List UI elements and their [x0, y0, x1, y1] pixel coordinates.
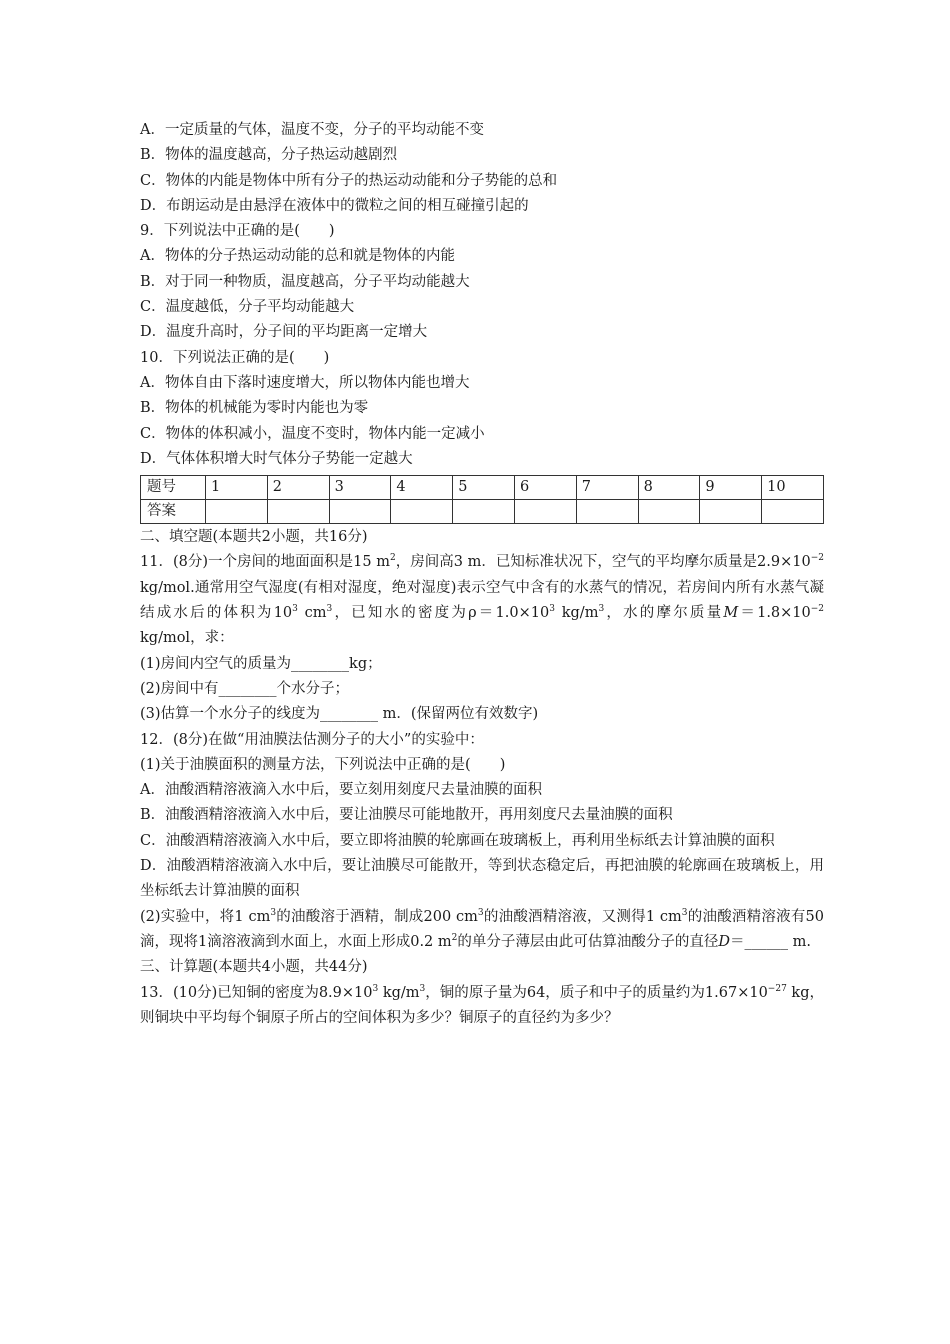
answer-cell[interactable] [391, 500, 453, 524]
answer-table-number: 10 [762, 476, 824, 500]
answer-cell[interactable] [453, 500, 515, 524]
answer-table-number-label: 题号 [141, 476, 206, 500]
q13-stem: 13．(10分)已知铜的密度为$8.9\times 10^3$ $kg/m^3$，铜的原子量为64，质子和中子的质量约为$1.67\times 10^{-27}$ kg，则铜块中平均每个铜原子所占的空间体积为多少？铜原子的直径约为多少？ [140, 983, 824, 1026]
answer-table-number: 9 [700, 476, 762, 500]
q12-stem: 12．(8分)在做“用油膜法估测分子的大小”的实验中： [140, 731, 484, 748]
q8-option-a: A．一定质量的气体，温度不变，分子的平均动能不变 [140, 122, 484, 138]
q11-part-3: (3)估算一个水分子的线度为________ m．(保留两位有效数字) [140, 706, 539, 723]
q8-option-c: C．物体的内能是物体中所有分子的热运动动能和分子势能的总和 [140, 172, 558, 189]
q10-stem: 10．下列说法正确的是( ) [140, 349, 330, 366]
answer-table-answer-row [141, 500, 824, 524]
q9-option-c: C．温度越低，分子平均动能越大 [140, 299, 355, 316]
q9-stem: 9．下列说法中正确的是( ) [140, 223, 335, 240]
answer-cell[interactable] [638, 500, 700, 524]
q12-option-c: C．油酸酒精溶液滴入水中后，要立即将油膜的轮廓画在玻璃板上，再利用坐标纸去计算油膜的面积 [140, 832, 775, 849]
answer-cell[interactable] [329, 500, 391, 524]
answer-cell[interactable] [762, 500, 824, 524]
q12-part-1: (1)关于油膜面积的测量方法，下列说法中正确的是( ) [140, 756, 506, 773]
answer-table-number: 1 [206, 476, 268, 500]
answer-table [140, 475, 824, 524]
q12-option-a: A．油酸酒精溶液滴入水中后，要立刻用刻度尺去量油膜的面积 [140, 782, 542, 799]
q11-part-1: (1)房间内空气的质量为________kg； [140, 655, 382, 672]
q11-stem: 11．(8分)一个房间的地面面积是15 $m^2$，房间高3 m．已知标准状况下，空气的平均摩尔质量是$2.9\times 10^{-2}$ kg/mol.通常用空气湿度(有相对湿度，绝对湿度)表示空气中含有的水蒸气的情况，若房间内所有水蒸气凝结成水后的体积为$10^3$ $cm^3$，已知水的密度为$\rho=1.0\times 10^3$ $kg/m^3$，水的摩尔质量$M=1.8\times 10^{-2}$ kg/mol，求： [140, 553, 825, 647]
answer-table-number: 6 [514, 476, 576, 500]
answer-table-number: 4 [391, 476, 453, 500]
q12-part-2: (2)实验中，将1 $cm^3$的油酸溶于酒精，制成200 $cm^3$的油酸酒精溶液，又测得1 $cm^3$的油酸酒精溶液有50滴，现将1滴溶液滴到水面上，水面上形成0.2 $m^2$的单分子薄层由此可估算油酸分子的直径D＝______ m. [140, 907, 825, 950]
answer-cell[interactable] [514, 500, 576, 524]
q10-option-b: B．物体的机械能为零时内能也为零 [140, 400, 369, 417]
answer-cell[interactable] [576, 500, 638, 524]
q12-option-d: D．油酸酒精溶液滴入水中后，要让油膜尽可能散开，等到状态稳定后，再把油膜的轮廓画在玻璃板上，用坐标纸去计算油膜的面积 [140, 858, 824, 900]
q8-option-d: D．布朗运动是由悬浮在液体中的微粒之间的相互碰撞引起的 [140, 197, 529, 214]
q12-option-b: B．油酸酒精溶液滴入水中后，要让油膜尽可能地散开，再用刻度尺去量油膜的面积 [140, 807, 673, 824]
q10-option-a: A．物体自由下落时速度增大，所以物体内能也增大 [140, 374, 470, 391]
q11-part-2: (2)房间中有________个水分子； [140, 680, 350, 697]
answer-table-answer-label: 答案 [141, 500, 206, 524]
page-content [140, 118, 824, 1031]
section3-title: 三、计算题(本题共4小题，共44分) [140, 959, 368, 976]
q9-option-b: B．对于同一种物质，温度越高，分子平均动能越大 [140, 273, 470, 290]
answer-table-number: 3 [329, 476, 391, 500]
q10-option-d: D．气体体积增大时气体分子势能一定越大 [140, 450, 413, 467]
q9-option-a: A．物体的分子热运动动能的总和就是物体的内能 [140, 248, 455, 265]
section2-title: 二、填空题(本题共2小题，共16分) [140, 529, 368, 546]
answer-cell[interactable] [267, 500, 329, 524]
answer-table-number: 8 [638, 476, 700, 500]
q9-option-d: D．温度升高时，分子间的平均距离一定增大 [140, 324, 428, 341]
answer-table-number: 5 [453, 476, 515, 500]
answer-cell[interactable] [206, 500, 268, 524]
answer-cell[interactable] [700, 500, 762, 524]
answer-table-number: 7 [576, 476, 638, 500]
answer-table-number: 2 [267, 476, 329, 500]
answer-table-number-row [141, 476, 824, 500]
q10-option-c: C．物体的体积减小，温度不变时，物体内能一定减小 [140, 425, 485, 442]
q8-option-b: B．物体的温度越高，分子热运动越剧烈 [140, 147, 398, 164]
